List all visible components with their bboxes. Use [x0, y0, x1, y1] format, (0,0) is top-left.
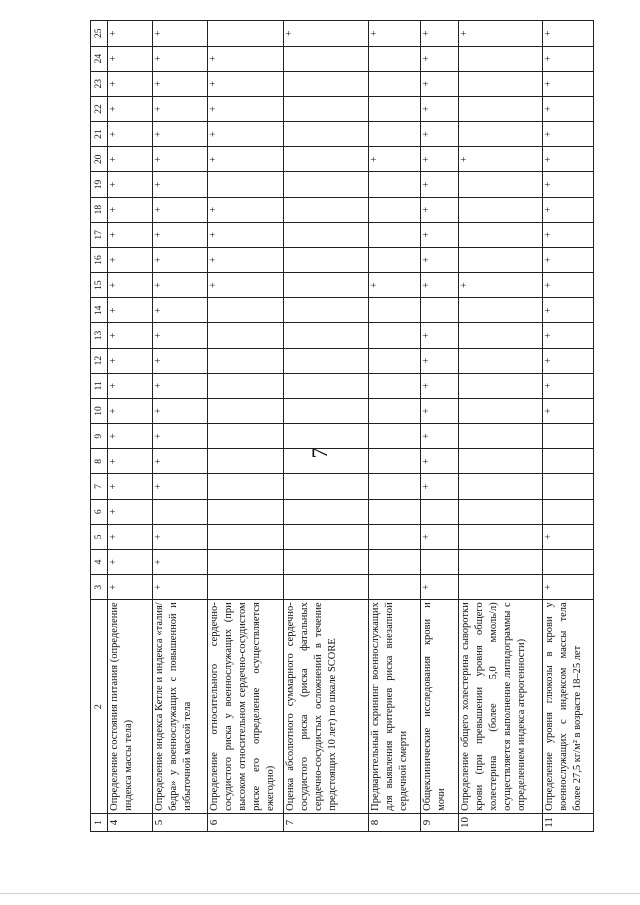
mark-cell: + [543, 197, 594, 222]
mark-cell [459, 323, 543, 348]
mark-cell [284, 499, 369, 524]
header-cell: 19 [91, 172, 108, 197]
mark-cell: + [108, 373, 153, 398]
mark-cell [208, 298, 284, 323]
mark-cell: + [208, 197, 284, 222]
mark-cell [459, 373, 543, 398]
mark-cell [284, 575, 369, 600]
mark-cell: + [208, 71, 284, 96]
mark-cell: + [543, 96, 594, 121]
mark-cell: + [421, 71, 459, 96]
mark-cell [284, 524, 369, 549]
row-number: 5 [153, 813, 208, 831]
mark-cell [459, 348, 543, 373]
mark-cell: + [208, 46, 284, 71]
mark-cell [459, 96, 543, 121]
header-cell: 12 [91, 348, 108, 373]
mark-cell [284, 197, 369, 222]
mark-cell [208, 549, 284, 574]
mark-cell: + [459, 21, 543, 47]
mark-cell [284, 147, 369, 172]
header-cell: 25 [91, 21, 108, 47]
row-number: 4 [108, 813, 153, 831]
mark-cell [208, 172, 284, 197]
mark-cell: + [108, 575, 153, 600]
table-row [153, 21, 208, 832]
header-row [91, 21, 108, 832]
mark-cell: + [421, 474, 459, 499]
mark-cell [369, 524, 421, 549]
mark-cell: + [421, 122, 459, 147]
page-number: 7 [307, 447, 332, 459]
mark-cell [369, 348, 421, 373]
mark-cell [208, 323, 284, 348]
row-description: Определение общего холестерина сыворотки крови (при превышении уровня общего холестерина (более 5,0 ммоль/л) осуществляется выполнение липидограммы с определением индекса атерогенности) [459, 600, 543, 814]
mark-cell: + [421, 273, 459, 298]
row-description: Оценка абсолютного суммарного сердечно-сосудистого риска (риска фатальных сердечно-сосудистых осложнений в течение предстоящих 10 лет) по шкале SCORE [284, 600, 369, 814]
mark-cell: + [153, 147, 208, 172]
row-number: 8 [369, 813, 421, 831]
mark-cell: + [108, 247, 153, 272]
mark-cell [284, 247, 369, 272]
mark-cell: + [421, 323, 459, 348]
row-description: Определение уровня глюкозы в крови у военнослужащих с индексом массы тела более 27,5 кг/м² в возрасте 18–25 лет [543, 600, 594, 814]
mark-cell [459, 499, 543, 524]
mark-cell: + [108, 197, 153, 222]
table-row [421, 21, 459, 832]
row-description: Предварительный скрининг военнослужащих для выявления критериев риска внезапной сердечной смерти [369, 600, 421, 814]
mark-cell: + [153, 172, 208, 197]
mark-cell: + [153, 549, 208, 574]
mark-cell [284, 172, 369, 197]
mark-cell: + [108, 21, 153, 47]
table-row [543, 21, 594, 832]
mark-cell: + [153, 323, 208, 348]
row-description: Определение индекса Кетле и индекса «талия/бедра» у военнослужащих с повышенной и избыточной массой тела [153, 600, 208, 814]
header-cell: 10 [91, 398, 108, 423]
mark-cell: + [108, 398, 153, 423]
mark-cell: + [153, 122, 208, 147]
mark-cell [284, 373, 369, 398]
mark-cell [459, 46, 543, 71]
mark-cell: + [153, 273, 208, 298]
mark-cell: + [153, 71, 208, 96]
mark-cell [459, 474, 543, 499]
mark-cell [369, 373, 421, 398]
mark-cell: + [369, 147, 421, 172]
rotated-table-layer [90, 20, 583, 832]
mark-cell [369, 549, 421, 574]
mark-cell [208, 398, 284, 423]
header-cell: 6 [91, 499, 108, 524]
mark-cell: + [108, 474, 153, 499]
mark-cell [459, 71, 543, 96]
table-container [90, 20, 583, 832]
mark-cell: + [421, 96, 459, 121]
header-cell: 8 [91, 449, 108, 474]
mark-cell [369, 474, 421, 499]
mark-cell: + [543, 298, 594, 323]
mark-cell: + [543, 273, 594, 298]
mark-cell [369, 197, 421, 222]
mark-cell [369, 222, 421, 247]
mark-cell [369, 298, 421, 323]
mark-cell: + [108, 499, 153, 524]
row-number: 6 [208, 813, 284, 831]
mark-cell [369, 172, 421, 197]
mark-cell: + [208, 96, 284, 121]
mark-cell [459, 449, 543, 474]
mark-cell [284, 398, 369, 423]
header-cell: 21 [91, 122, 108, 147]
mark-cell [284, 222, 369, 247]
mark-cell [369, 71, 421, 96]
mark-cell [208, 474, 284, 499]
table-row [284, 21, 369, 832]
mark-cell: + [543, 222, 594, 247]
mark-cell [459, 549, 543, 574]
mark-cell: + [108, 298, 153, 323]
mark-cell: + [543, 398, 594, 423]
mark-cell [369, 247, 421, 272]
mark-cell [459, 172, 543, 197]
mark-cell: + [284, 21, 369, 47]
header-cell: 13 [91, 323, 108, 348]
mark-cell [284, 323, 369, 348]
row-number: 11 [543, 813, 594, 831]
mark-cell [459, 575, 543, 600]
mark-cell [208, 575, 284, 600]
mark-cell [369, 96, 421, 121]
mark-cell [369, 46, 421, 71]
mark-cell [153, 499, 208, 524]
mark-cell: + [208, 122, 284, 147]
mark-cell: + [153, 21, 208, 47]
mark-cell: + [421, 398, 459, 423]
mark-cell: + [108, 46, 153, 71]
mark-cell: + [543, 71, 594, 96]
header-cell: 3 [91, 575, 108, 600]
mark-cell [284, 424, 369, 449]
row-description: Общеклинические исследования крови и мочи [421, 600, 459, 814]
mark-cell: + [369, 21, 421, 47]
mark-cell: + [153, 247, 208, 272]
mark-cell: + [421, 21, 459, 47]
mark-cell: + [459, 273, 543, 298]
mark-cell: + [108, 172, 153, 197]
mark-cell [459, 424, 543, 449]
mark-cell [459, 298, 543, 323]
header-cell: 5 [91, 524, 108, 549]
mark-cell [459, 222, 543, 247]
mark-cell: + [208, 147, 284, 172]
header-cell: 2 [91, 600, 108, 814]
mark-cell: + [108, 524, 153, 549]
mark-cell: + [153, 424, 208, 449]
mark-cell [543, 474, 594, 499]
mark-cell [284, 273, 369, 298]
mark-cell [421, 549, 459, 574]
mark-cell [369, 122, 421, 147]
mark-cell: + [543, 373, 594, 398]
mark-cell [284, 348, 369, 373]
mark-cell: + [153, 373, 208, 398]
mark-cell: + [543, 348, 594, 373]
mark-cell [543, 549, 594, 574]
mark-cell [543, 424, 594, 449]
mark-cell [208, 524, 284, 549]
header-cell: 18 [91, 197, 108, 222]
mark-cell [284, 474, 369, 499]
mark-cell: + [153, 197, 208, 222]
mark-cell [284, 46, 369, 71]
mark-cell: + [153, 46, 208, 71]
mark-cell [208, 424, 284, 449]
header-cell: 24 [91, 46, 108, 71]
row-number: 7 [284, 813, 369, 831]
row-number: 10 [459, 813, 543, 831]
row-description: Определение относительного сердечно-сосудистого риска у военнослужащих (при высоком относительном сердечно-сосудистом риске его определение осуществляется ежегодно) [208, 600, 284, 814]
mark-cell [459, 122, 543, 147]
mark-cell [459, 398, 543, 423]
table-row [369, 21, 421, 832]
mark-cell: + [108, 122, 153, 147]
mark-cell: + [421, 524, 459, 549]
mark-cell [459, 247, 543, 272]
mark-cell [369, 323, 421, 348]
header-cell: 23 [91, 71, 108, 96]
mark-cell [369, 398, 421, 423]
row-number: 9 [421, 813, 459, 831]
mark-cell [369, 424, 421, 449]
mark-cell: + [421, 373, 459, 398]
mark-cell [369, 575, 421, 600]
mark-cell: + [543, 147, 594, 172]
mark-cell: + [543, 122, 594, 147]
mark-cell [208, 499, 284, 524]
mark-cell: + [108, 96, 153, 121]
mark-cell: + [153, 575, 208, 600]
header-cell: 14 [91, 298, 108, 323]
mark-cell: + [208, 273, 284, 298]
mark-cell [459, 524, 543, 549]
mark-cell: + [421, 247, 459, 272]
mark-cell [208, 449, 284, 474]
mark-cell: + [108, 323, 153, 348]
table-row [108, 21, 153, 832]
mark-cell: + [108, 71, 153, 96]
row-description: Определение состояния питания (определение индекса массы тела) [108, 600, 153, 814]
mark-cell [208, 21, 284, 47]
mark-cell: + [153, 449, 208, 474]
header-cell: 22 [91, 96, 108, 121]
mark-cell: + [153, 398, 208, 423]
mark-cell [369, 499, 421, 524]
mark-cell [208, 348, 284, 373]
mark-cell: + [421, 147, 459, 172]
mark-cell: + [543, 323, 594, 348]
mark-cell [421, 499, 459, 524]
header-cell: 11 [91, 373, 108, 398]
mark-cell [543, 499, 594, 524]
mark-cell: + [153, 348, 208, 373]
mark-cell: + [421, 449, 459, 474]
mark-cell: + [421, 222, 459, 247]
mark-cell: + [108, 273, 153, 298]
mark-cell: + [421, 46, 459, 71]
mark-cell: + [153, 222, 208, 247]
table-row [459, 21, 543, 832]
header-cell: 1 [91, 813, 108, 831]
mark-cell: + [153, 474, 208, 499]
mark-cell: + [421, 575, 459, 600]
mark-cell [284, 71, 369, 96]
mark-cell [543, 449, 594, 474]
mark-cell: + [543, 575, 594, 600]
mark-cell: + [543, 247, 594, 272]
mark-cell: + [208, 222, 284, 247]
mark-cell: + [208, 247, 284, 272]
mark-cell: + [108, 549, 153, 574]
mark-cell: + [153, 524, 208, 549]
mark-cell: + [421, 172, 459, 197]
mark-cell: + [108, 424, 153, 449]
header-cell: 16 [91, 247, 108, 272]
mark-cell: + [459, 147, 543, 172]
mark-cell: + [421, 197, 459, 222]
header-cell: 7 [91, 474, 108, 499]
mark-cell: + [108, 147, 153, 172]
mark-cell [208, 373, 284, 398]
mark-cell: + [543, 172, 594, 197]
mark-cell: + [421, 424, 459, 449]
mark-cell: + [108, 348, 153, 373]
mark-cell [459, 197, 543, 222]
mark-cell: + [543, 46, 594, 71]
header-cell: 15 [91, 273, 108, 298]
mark-cell [284, 549, 369, 574]
mark-cell: + [108, 449, 153, 474]
mark-cell [369, 449, 421, 474]
mark-cell: + [108, 222, 153, 247]
header-cell: 20 [91, 147, 108, 172]
header-cell: 4 [91, 549, 108, 574]
page-edge-line [0, 893, 640, 894]
header-cell: 9 [91, 424, 108, 449]
mark-cell [284, 122, 369, 147]
mark-cell: + [543, 21, 594, 47]
mark-cell [284, 298, 369, 323]
screening-table [90, 20, 594, 832]
mark-cell [284, 449, 369, 474]
mark-cell: + [421, 348, 459, 373]
mark-cell [421, 298, 459, 323]
table-row [208, 21, 284, 832]
header-cell: 17 [91, 222, 108, 247]
mark-cell: + [153, 96, 208, 121]
mark-cell: + [543, 524, 594, 549]
mark-cell: + [369, 273, 421, 298]
mark-cell: + [153, 298, 208, 323]
mark-cell [284, 96, 369, 121]
